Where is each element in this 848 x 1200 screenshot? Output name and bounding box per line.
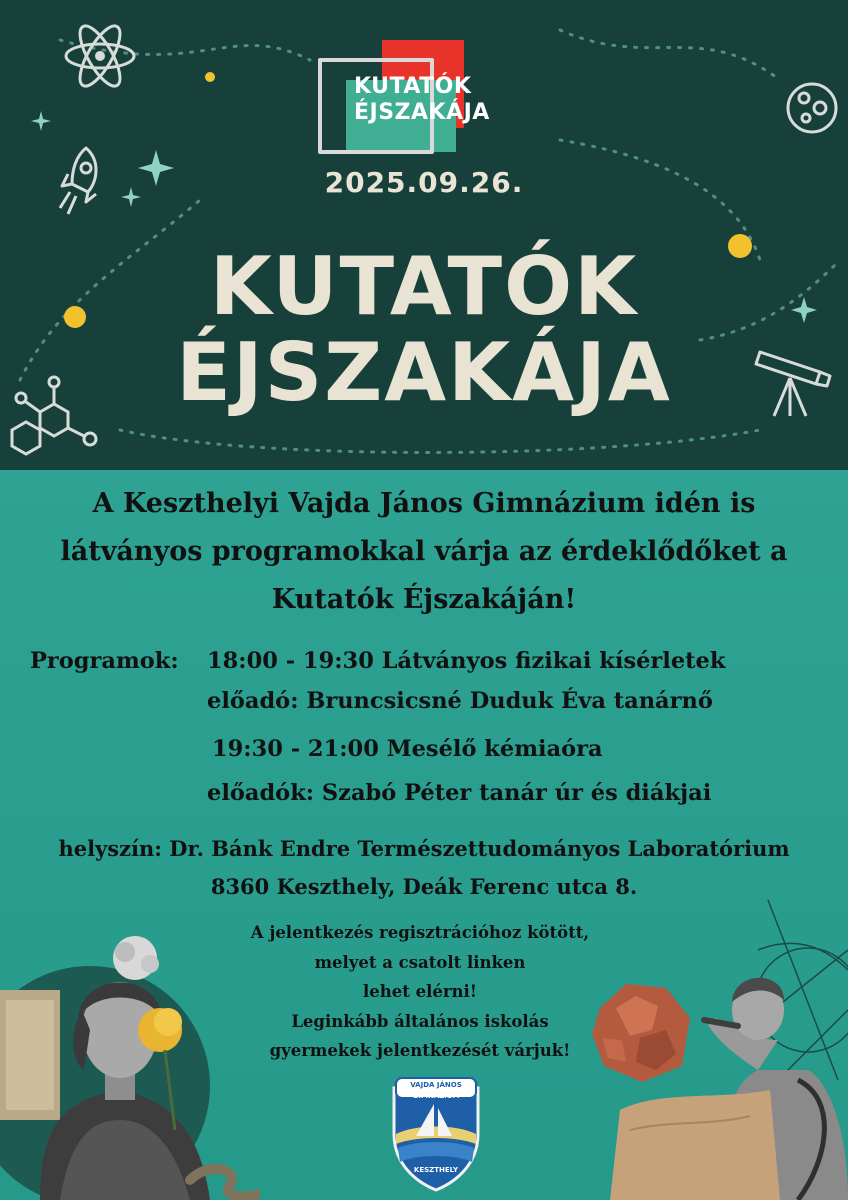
intro-line-2: látványos programokkal várja az érdeklődőket a <box>60 536 788 567</box>
intro-line-1: A Keszthelyi Vajda János Gimnázium idén is <box>92 488 756 519</box>
program-1-title: 18:00 - 19:30 Látványos fizikai kísérletek <box>207 648 726 674</box>
logo-line-2: ÉJSZAKÁJA <box>354 100 490 125</box>
paper-scroll-decoration <box>600 1080 780 1200</box>
venue-line-1: helyszín: Dr. Bánk Endre Természettudományos Laboratórium <box>58 836 790 861</box>
event-title <box>0 240 848 419</box>
registration-text <box>220 918 620 1066</box>
event-title-line-2: ÉJSZAKÁJA <box>176 326 672 419</box>
school-crest-bottom-text: KESZTHELY <box>413 1166 459 1174</box>
registration-line-2: melyet a csatolt linken <box>314 952 526 972</box>
moon-icon <box>782 78 842 138</box>
header-banner <box>0 0 848 470</box>
atom-icon <box>60 16 140 96</box>
venue-line-2: 8360 Keszthely, Deák Ferenc utca 8. <box>210 874 638 899</box>
registration-line-1: A jelentkezés regisztrációhoz kötött, <box>250 923 590 942</box>
logo-text <box>354 74 490 126</box>
sparkle-icon <box>30 110 52 132</box>
registration-line-5: gyermekek jelentkezését várjuk! <box>269 1041 571 1060</box>
intro-text <box>20 480 828 624</box>
school-crest-top-text: VAJDA JÁNOS <box>410 1081 462 1089</box>
program-2-presenter: előadók: Szabó Péter tanár úr és diákjai <box>207 780 712 806</box>
event-date: 2025.09.26. <box>324 166 524 199</box>
program-1-presenter: előadó: Bruncsicsné Duduk Éva tanárnő <box>207 688 713 714</box>
event-logo <box>318 40 548 155</box>
school-crest-middle-text: GIMNÁZIUM <box>412 1092 460 1100</box>
program-2-title: 19:30 - 21:00 Mesélő kémiaóra <box>212 736 603 762</box>
registration-line-3: lehet elérni! <box>362 982 478 1001</box>
event-title-line-1: KUTATÓK <box>209 240 639 333</box>
intro-line-3: Kutatók Éjszakáján! <box>271 584 577 615</box>
registration-line-4: Leginkább általános iskolás <box>291 1011 549 1031</box>
logo-line-1: KUTATÓK <box>354 74 472 99</box>
venue-text <box>20 830 828 906</box>
programs-label: Programok: <box>30 648 179 674</box>
